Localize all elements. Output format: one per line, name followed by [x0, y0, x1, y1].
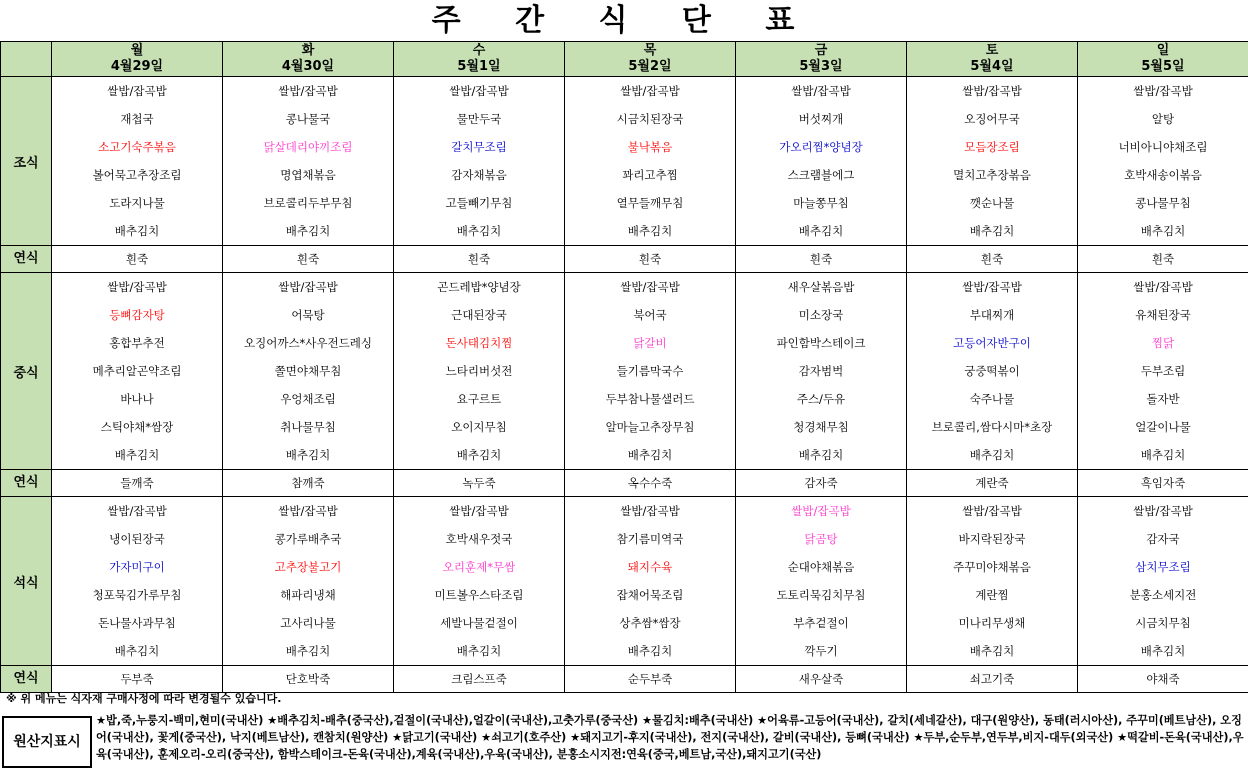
menu-item: 해파리냉채: [280, 588, 336, 602]
menu-item: 우엉채조림: [280, 392, 336, 406]
menu-item: 요구르트: [456, 392, 502, 406]
breakfast-cell: [736, 77, 907, 246]
lunch-cell: [1078, 273, 1248, 470]
day-date: 4월30일: [281, 59, 335, 74]
menu-item: 소고기숙주볶음: [98, 140, 176, 154]
menu-item: 쌀밥/잡곡밥: [107, 504, 167, 518]
menu-item: 배추김치: [114, 448, 160, 462]
menu-item: 어묵탕: [291, 308, 325, 322]
menu-item: 돈나물사과무침: [98, 616, 176, 630]
menu-item: 배추김치: [969, 224, 1015, 238]
snack-item: 계란죽: [907, 470, 1078, 497]
day-date: 5월1일: [457, 59, 501, 74]
menu-item: 냉이된장국: [109, 532, 165, 546]
day-date: 5월5일: [1141, 59, 1185, 74]
corner-cell: [1, 42, 52, 77]
menu-item: 고사리나물: [280, 616, 336, 630]
menu-item: 콩나물무침: [1135, 196, 1191, 210]
menu-item: 유채된장국: [1135, 308, 1191, 322]
menu-item: 가오리찜*양념장: [779, 140, 863, 154]
menu-item: 배추김치: [114, 224, 160, 238]
menu-item: 느타리버섯전: [445, 364, 513, 378]
menu-item: 닭갈비: [633, 336, 667, 350]
menu-item: 계란찜: [975, 588, 1009, 602]
day-date: 5월4일: [970, 59, 1014, 74]
menu-item: 배추김치: [456, 644, 502, 658]
menu-item: 멸치고추장볶음: [953, 168, 1031, 182]
menu-item: 찜닭: [1151, 336, 1175, 350]
menu-item: 들기름막국수: [616, 364, 684, 378]
menu-item: 가자미구이: [109, 560, 165, 574]
lunch-row: [1, 273, 1248, 470]
day-name: 수: [472, 43, 486, 58]
page-title: 주 간 식 단 표: [431, 3, 817, 38]
menu-item: 주스/두유: [796, 392, 846, 406]
menu-item: 두부조림: [1140, 364, 1186, 378]
menu-item: 쌀밥/잡곡밥: [107, 84, 167, 98]
dinner-cell: [907, 497, 1078, 666]
snack-item: 옥수수죽: [565, 470, 736, 497]
origin-label: 원산지표시: [2, 716, 92, 768]
menu-item: 분홍소세지전: [1129, 588, 1197, 602]
menu-item: 돌자반: [1146, 392, 1180, 406]
day-header: [394, 42, 565, 77]
lunch-label: 중식: [1, 273, 52, 470]
menu-item: 배추김치: [1140, 448, 1186, 462]
menu-item: 열무들깨무침: [616, 196, 684, 210]
snack-item: 흑임자죽: [1078, 470, 1248, 497]
snack-item: 순두부죽: [565, 666, 736, 693]
lunch-cell: [52, 273, 223, 470]
menu-item: 쌀밥/잡곡밥: [449, 504, 509, 518]
day-date: 5월2일: [628, 59, 672, 74]
snack-item: 야채죽: [1078, 666, 1248, 693]
menu-item: 쌀밥/잡곡밥: [791, 84, 851, 98]
menu-item: 청경채무침: [793, 420, 849, 434]
menu-item: 도라지나물: [109, 196, 165, 210]
menu-item: 감자채볶음: [451, 168, 507, 182]
snack-item: 새우살죽: [736, 666, 907, 693]
breakfast-cell: [565, 77, 736, 246]
snack-item: 흰죽: [907, 246, 1078, 273]
menu-item: 부추겉절이: [793, 616, 849, 630]
menu-item: 쌀밥/잡곡밥: [620, 84, 680, 98]
snack-item: 단호박죽: [223, 666, 394, 693]
snack-item: 흰죽: [736, 246, 907, 273]
dinner-cell: [565, 497, 736, 666]
menu-item: 도토리묵김치무침: [776, 588, 866, 602]
snack-item: 흰죽: [565, 246, 736, 273]
menu-item: 돼지수육: [627, 560, 673, 574]
snack-item: 흰죽: [223, 246, 394, 273]
menu-item: 감자범벅: [798, 364, 844, 378]
menu-item: 파인함박스테이크: [776, 336, 866, 350]
menu-item: 불낙볶음: [627, 140, 673, 154]
menu-item: 오이지무침: [451, 420, 507, 434]
dinner-label: 석식: [1, 497, 52, 666]
snack-item: 크림스프죽: [394, 666, 565, 693]
menu-item: 바나나: [120, 392, 154, 406]
breakfast-label: 조식: [1, 77, 52, 246]
menu-item: 브로콜리두부무침: [263, 196, 353, 210]
day-date: 5월3일: [799, 59, 843, 74]
menu-item: 쌀밥/잡곡밥: [278, 84, 338, 98]
menu-item: 브로콜리,쌈다시마*초장: [931, 420, 1053, 434]
menu-item: 알마늘고추장무침: [605, 420, 695, 434]
menu-item: 순대야채볶음: [787, 560, 855, 574]
menu-item: 배추김치: [969, 448, 1015, 462]
breakfast-snack-row: [1, 246, 1248, 273]
lunch-cell: [223, 273, 394, 470]
day-name: 목: [643, 43, 657, 58]
menu-item: 호박새송이볶음: [1124, 168, 1202, 182]
snack-item: 흰죽: [52, 246, 223, 273]
breakfast-cell: [394, 77, 565, 246]
menu-item: 돈사태김치찜: [445, 336, 513, 350]
day-name: 월: [130, 43, 144, 58]
menu-item: 쌀밥/잡곡밥: [962, 84, 1022, 98]
menu-item: 바지락된장국: [958, 532, 1026, 546]
dinner-cell: [736, 497, 907, 666]
menu-item: 쌀밥/잡곡밥: [1133, 504, 1193, 518]
menu-item: 배추김치: [1140, 224, 1186, 238]
menu-item: 미나리무생채: [958, 616, 1026, 630]
menu-item: 배추김치: [285, 644, 331, 658]
menu-item: 배추김치: [798, 224, 844, 238]
menu-item: 쌀밥/잡곡밥: [1133, 84, 1193, 98]
snack-label: 연식: [1, 246, 52, 273]
menu-item: 시금치된장국: [616, 112, 684, 126]
breakfast-cell: [52, 77, 223, 246]
menu-item: 스틱야채*쌈장: [100, 420, 174, 434]
menu-item: 삼치무조림: [1135, 560, 1191, 574]
day-date: 4월29일: [110, 59, 164, 74]
day-header: [565, 42, 736, 77]
menu-change-note: ※ 위 메뉴는 식자재 구매사정에 따라 변경될수 있습니다.: [6, 692, 282, 705]
snack-item: 쇠고기죽: [907, 666, 1078, 693]
menu-item: 배추김치: [627, 448, 673, 462]
menu-item: 취나물무침: [280, 420, 336, 434]
menu-item: 새우살볶음밥: [787, 280, 855, 294]
dinner-cell: [394, 497, 565, 666]
menu-item: 얼갈이나물: [1135, 420, 1191, 434]
snack-item: 들깨죽: [52, 470, 223, 497]
menu-item: 버섯찌개: [798, 112, 844, 126]
menu-item: 배추김치: [285, 448, 331, 462]
snack-item: 흰죽: [394, 246, 565, 273]
menu-item: 미소장국: [798, 308, 844, 322]
menu-item: 오징어무국: [964, 112, 1020, 126]
menu-item: 배추김치: [627, 644, 673, 658]
menu-item: 쌀밥/잡곡밥: [962, 504, 1022, 518]
weekly-menu-table: [0, 41, 1248, 693]
menu-item: 모듬장조림: [964, 140, 1020, 154]
menu-item: 명엽채볶음: [280, 168, 336, 182]
menu-item: 쌀밥/잡곡밥: [791, 504, 851, 518]
menu-item: 쌀밥/잡곡밥: [620, 504, 680, 518]
menu-item: 참기름미역국: [616, 532, 684, 546]
day-header: [907, 42, 1078, 77]
menu-item: 배추김치: [456, 448, 502, 462]
menu-item: 재첩국: [120, 112, 154, 126]
day-name: 화: [301, 43, 315, 58]
menu-item: 쌀밥/잡곡밥: [278, 280, 338, 294]
day-name: 토: [985, 43, 999, 58]
day-header: [52, 42, 223, 77]
menu-item: 등뼈감자탕: [109, 308, 165, 322]
menu-item: 알탕: [1151, 112, 1175, 126]
menu-item: 숙주나물: [969, 392, 1015, 406]
menu-item: 닭곰탕: [804, 532, 838, 546]
snack-item: 흰죽: [1078, 246, 1248, 273]
lunch-cell: [565, 273, 736, 470]
menu-item: 콩가루배추국: [274, 532, 342, 546]
menu-item: 배추김치: [1140, 644, 1186, 658]
menu-item: 고추장불고기: [274, 560, 342, 574]
menu-item: 북어국: [633, 308, 667, 322]
menu-item: 시금치무침: [1135, 616, 1191, 630]
menu-item: 미트볼우스타조림: [434, 588, 524, 602]
menu-item: 쌀밥/잡곡밥: [449, 84, 509, 98]
menu-item: 볼어묵고추장조림: [92, 168, 182, 182]
menu-item: 배추김치: [969, 644, 1015, 658]
menu-item: 쌀밥/잡곡밥: [278, 504, 338, 518]
day-header-row: [1, 42, 1248, 77]
menu-item: 꽈리고추찜: [622, 168, 678, 182]
dinner-row: [1, 497, 1248, 666]
menu-item: 마늘쫑무침: [793, 196, 849, 210]
menu-item: 물만두국: [456, 112, 502, 126]
day-name: 금: [814, 43, 828, 58]
day-header: [736, 42, 907, 77]
menu-item: 배추김치: [114, 644, 160, 658]
menu-item: 배추김치: [456, 224, 502, 238]
breakfast-cell: [1078, 77, 1248, 246]
menu-item: 배추김치: [285, 224, 331, 238]
breakfast-cell: [907, 77, 1078, 246]
menu-item: 닭살데리야끼조림: [263, 140, 353, 154]
menu-item: 쌀밥/잡곡밥: [107, 280, 167, 294]
dinner-cell: [223, 497, 394, 666]
menu-item: 근대된장국: [451, 308, 507, 322]
menu-item: 너비아니야채조림: [1118, 140, 1208, 154]
lunch-cell: [394, 273, 565, 470]
day-header: [1078, 42, 1248, 77]
snack-label: 연식: [1, 666, 52, 693]
menu-item: 쫄면야채무침: [274, 364, 342, 378]
snack-item: 두부죽: [52, 666, 223, 693]
menu-item: 부대찌개: [969, 308, 1015, 322]
menu-item: 깻순나물: [969, 196, 1015, 210]
day-header: [223, 42, 394, 77]
lunch-cell: [907, 273, 1078, 470]
menu-item: 오리훈제*무쌈: [442, 560, 516, 574]
snack-item: 녹두죽: [394, 470, 565, 497]
menu-item: 쌀밥/잡곡밥: [1133, 280, 1193, 294]
menu-item: 잡채어묵조림: [616, 588, 684, 602]
menu-item: 궁중떡볶이: [964, 364, 1020, 378]
menu-item: 스크램블에그: [787, 168, 855, 182]
menu-item: 홍합부추전: [109, 336, 165, 350]
menu-item: 메추리알곤약조림: [92, 364, 182, 378]
dinner-cell: [52, 497, 223, 666]
origin-text: ★밥,죽,누룽지-백미,현미(국내산) ★배추김치-배추(중국산),겉절이(국내산),얼갈이(국내산),고춧가루(중국산) ★물김치:배추(국내산) ★어육류-고등어(국내산), 갈치(세네갈산), 대구(원양산), 동태(러시아산), 주꾸미(베트남산), 오징어(국내산), 꽃게(중국산), 낙지(베트남산), 캔참치(원양산) ★닭고기(국내산) ★쇠고기(호주산) ★돼지고기-후지(국내산), 전지(국내산), 갈비(국내산), 등뼈(국내산) ★두부,순두부,연두부,비지-대두(외국산) ★떡갈비-돈육(국내산),우육(국내산), 훈제오리-오리(중국산), 함박스테이크-돈육(국내산),계육(국내산),우육(국내산), 분홍소시지전:연육(중국,베트남,국산),돼지고기(국산): [96, 714, 1244, 761]
menu-item: 오징어까스*사우전드레싱: [244, 336, 372, 350]
lunch-snack-row: [1, 470, 1248, 497]
menu-item: 갈치무조림: [451, 140, 507, 154]
menu-item: 배추김치: [627, 224, 673, 238]
menu-item: 배추김치: [798, 448, 844, 462]
menu-item: 곤드레밥*양념장: [437, 280, 521, 294]
menu-item: 깍두기: [804, 644, 838, 658]
menu-item: 고등어자반구이: [953, 336, 1031, 350]
menu-item: 두부참나물샐러드: [605, 392, 695, 406]
menu-item: 감자국: [1146, 532, 1180, 546]
snack-item: 참깨죽: [223, 470, 394, 497]
breakfast-row: [1, 77, 1248, 246]
menu-item: 상추쌈*쌈장: [619, 616, 681, 630]
breakfast-cell: [223, 77, 394, 246]
menu-item: 세발나물겉절이: [440, 616, 518, 630]
menu-item: 청포묵김가루무침: [92, 588, 182, 602]
snack-item: 감자죽: [736, 470, 907, 497]
dinner-snack-row: [1, 666, 1248, 693]
snack-label: 연식: [1, 470, 52, 497]
menu-item: 호박새우젓국: [445, 532, 513, 546]
dinner-cell: [1078, 497, 1248, 666]
lunch-cell: [736, 273, 907, 470]
menu-item: 쌀밥/잡곡밥: [962, 280, 1022, 294]
menu-item: 쌀밥/잡곡밥: [620, 280, 680, 294]
menu-item: 주꾸미야채볶음: [953, 560, 1031, 574]
menu-item: 콩나물국: [285, 112, 331, 126]
day-name: 일: [1156, 43, 1170, 58]
menu-item: 고들빼기무침: [445, 196, 513, 210]
